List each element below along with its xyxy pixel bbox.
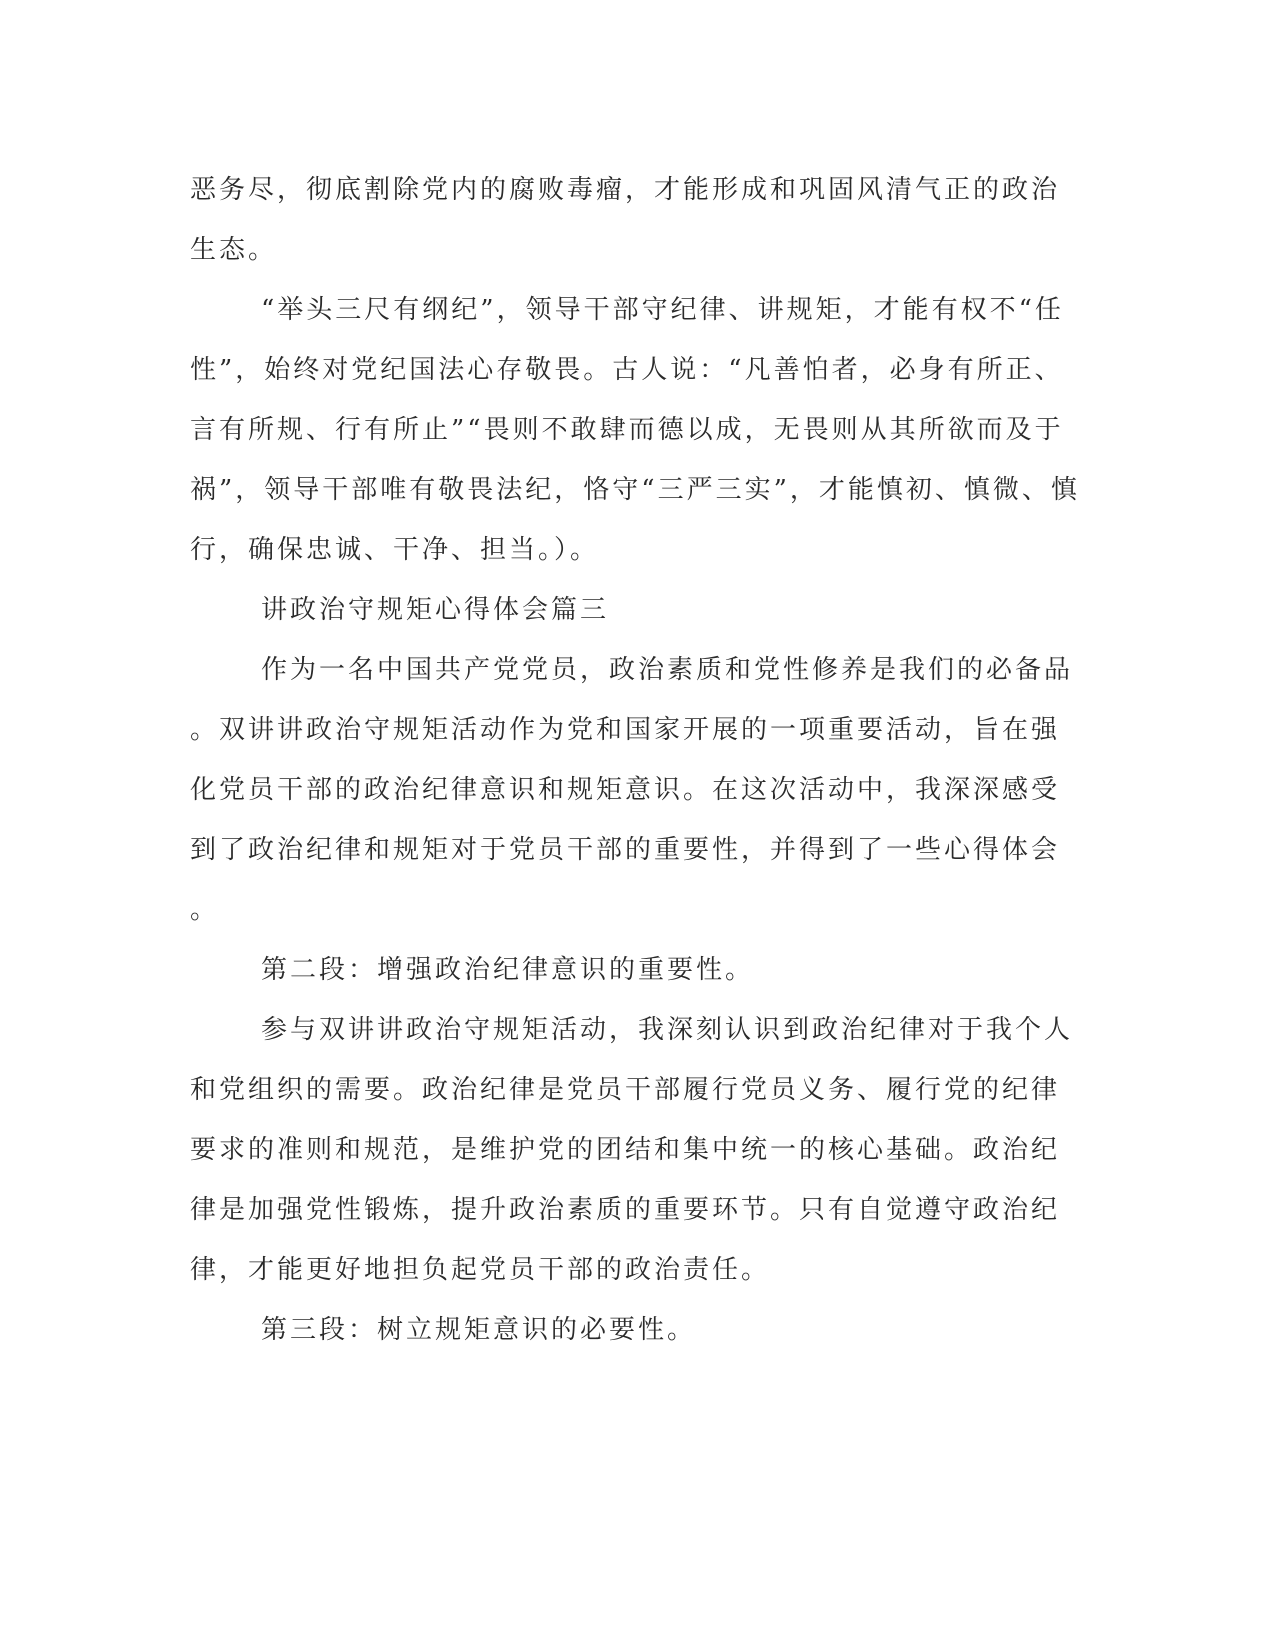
- text-line: 作为一名中国共产党党员，政治素质和党性修养是我们的必备品: [261, 655, 1074, 685]
- document-body: [190, 160, 1080, 1360]
- text-line: 性”，始终对党纪国法心存敬畏。古人说：“凡善怕者，必身有所正、: [190, 355, 1064, 385]
- text-line: 要求的准则和规范，是维护党的团结和集中统一的核心基础。政治纪: [190, 1135, 1061, 1165]
- text-line: 恶务尽，彻底割除党内的腐败毒瘤，才能形成和巩固风清气正的政治: [190, 175, 1061, 205]
- text-line: 行，确保忠诚、干净、担当。）。: [190, 535, 600, 565]
- paragraph-heading: 第三段：树立规矩意识的必要性。: [261, 1315, 697, 1345]
- text-line: 参与双讲讲政治守规矩活动，我深刻认识到政治纪律对于我个人: [261, 1015, 1074, 1045]
- text-line: 祸”，领导干部唯有敬畏法纪，恪守“三严三实”，才能慎初、慎微、慎: [190, 475, 1080, 505]
- section-heading: 讲政治守规矩心得体会篇三: [261, 595, 610, 625]
- text-line: 律，才能更好地担负起党员干部的政治责任。: [190, 1255, 771, 1285]
- text-line: 化党员干部的政治纪律意识和规矩意识。在这次活动中，我深深感受: [190, 775, 1061, 805]
- text-line: 律是加强党性锻炼，提升政治素质的重要环节。只有自觉遵守政治纪: [190, 1195, 1061, 1225]
- text-line: 言有所规、行有所止”“畏则不敢肆而德以成，无畏则从其所欲而及于: [190, 415, 1064, 445]
- paragraph-heading: 第二段：增强政治纪律意识的重要性。: [261, 955, 755, 985]
- text-line: 生态。: [190, 235, 278, 265]
- text-line: 和党组织的需要。政治纪律是党员干部履行党员义务、履行党的纪律: [190, 1075, 1061, 1105]
- text-line: 到了政治纪律和规矩对于党员干部的重要性，并得到了一些心得体会: [190, 835, 1061, 865]
- text-line: “举头三尺有纲纪”，领导干部守纪律、讲规矩，才能有权不“任: [261, 295, 1064, 325]
- text-line: 。双讲讲政治守规矩活动作为党和国家开展的一项重要活动，旨在强: [190, 715, 1061, 745]
- text-line: 。: [190, 895, 220, 925]
